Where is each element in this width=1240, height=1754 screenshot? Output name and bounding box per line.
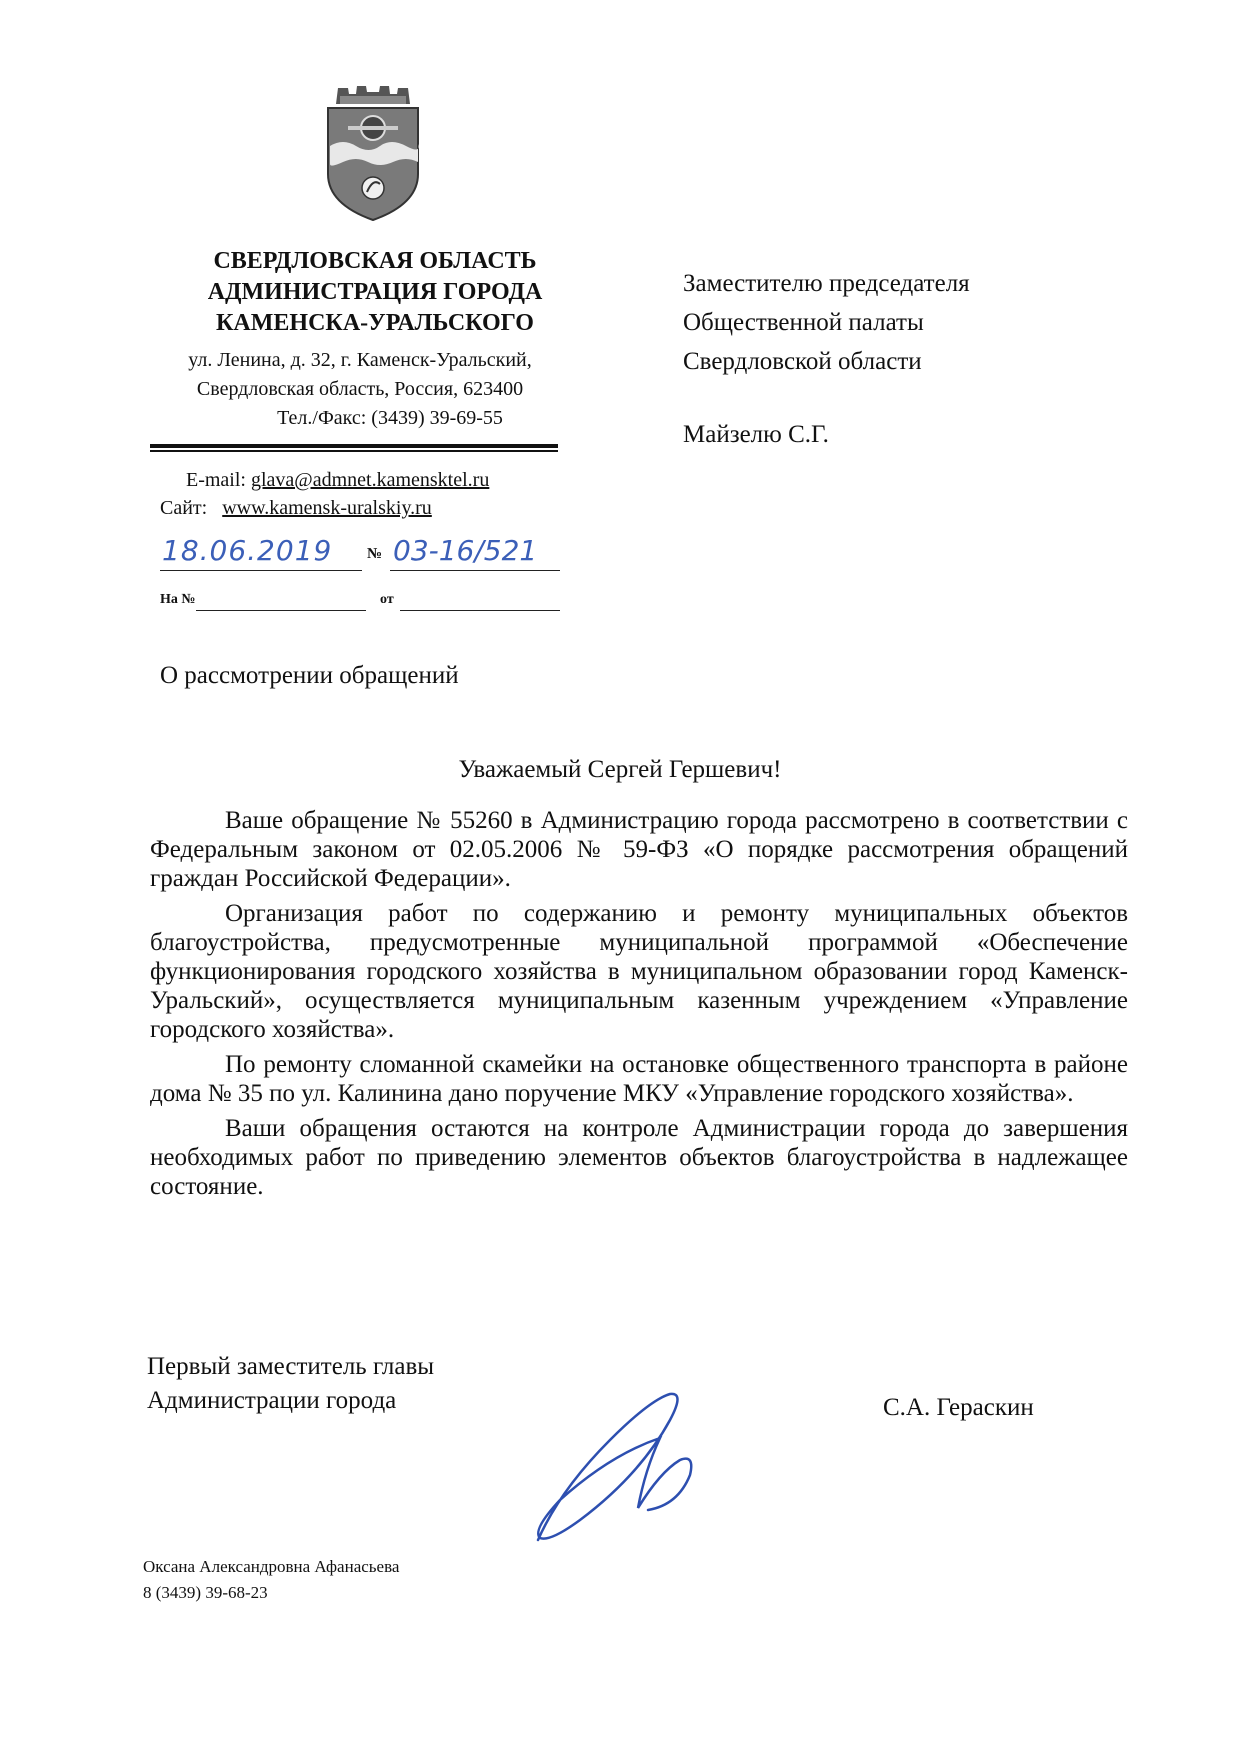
paragraph-4: Ваши обращения остаются на контроле Администрации города до завершения необходимых работ по приведению элементов объектов благоустройства в надлежащее состояние. (150, 1115, 1128, 1200)
date-underline (160, 570, 362, 571)
organization-address (150, 346, 570, 433)
org-line-3: КАМЕНСКА-УРАЛЬСКОГО (216, 310, 534, 336)
paragraph-3: По ремонту сломанной скамейки на остановке общественного транспорта в районе дома № 35 по ул. Калинина дано поручение МКУ «Управление городского хозяйства». (150, 1051, 1128, 1107)
address-line-3: Тел./Факс: (3439) 39-69-55 (277, 407, 503, 429)
reference-date-blank (400, 610, 560, 611)
city-coat-of-arms (318, 82, 428, 224)
organization-name (150, 246, 600, 339)
header-rule-thick (150, 444, 558, 448)
registration-line (160, 534, 560, 574)
addressee-line-1: Заместителю председателя (683, 270, 970, 297)
position-line-1: Первый заместитель главы (147, 1353, 435, 1380)
reference-label: На № (160, 592, 196, 607)
executor-block (143, 1554, 399, 1606)
registration-number-label: № (367, 546, 383, 562)
subject-line: О рассмотрении обращений (160, 662, 459, 689)
handwritten-signature (520, 1380, 740, 1550)
site-label: Сайт: (160, 497, 208, 519)
addressee-name: Майзелю С.Г. (683, 421, 829, 448)
number-underline (390, 570, 560, 571)
position-line-2: Администрации города (147, 1387, 397, 1414)
paragraph-1: Ваше обращение № 55260 в Администрацию города рассмотрено в соответствии с Федеральным законом от 02.05.2006 № 59-ФЗ «О порядке рассмотрения обращений граждан Российской Федерации». (150, 807, 1128, 892)
site-link[interactable]: www.kamensk-uralskiy.ru (222, 497, 432, 519)
email-link[interactable]: glava@admnet.kamensktel.ru (250, 469, 490, 491)
addressee-block (683, 264, 970, 454)
executor-phone: 8 (3439) 39-68-23 (143, 1583, 268, 1602)
email-label: E-mail: (186, 469, 246, 491)
registration-date: 18.06.2019 (162, 534, 333, 567)
org-line-1: СВЕРДЛОВСКАЯ ОБЛАСТЬ (213, 248, 537, 274)
greeting: Уважаемый Сергей Гершевич! (458, 756, 782, 783)
address-line-1: ул. Ленина, д. 32, г. Каменск-Уральский, (188, 349, 532, 371)
addressee-line-3: Свердловской области (683, 348, 922, 375)
reference-from-label: от (380, 592, 394, 607)
letter-body (150, 806, 1128, 1207)
email-line (186, 469, 489, 492)
reference-line (160, 592, 560, 616)
site-line (160, 497, 432, 520)
reference-number-blank (196, 610, 366, 611)
signatory-position (147, 1350, 434, 1418)
executor-name: Оксана Александровна Афанасьева (143, 1557, 400, 1576)
addressee-line-2: Общественной палаты (683, 309, 924, 336)
header-rule-thin (150, 450, 558, 452)
paragraph-2: Организация работ по содержанию и ремонту муниципальных объектов благоустройства, предусмотренные муниципальной программой «Обеспечение функционирования городского хозяйства в муниципальном образовании город Каменск-Уральский», осуществляется муниципальным казенным учреждением «Управление городского хозяйства». (150, 900, 1128, 1043)
address-line-2: Свердловская область, Россия, 623400 (196, 378, 524, 400)
registration-number: 03-16/521 (393, 534, 538, 567)
signatory-name: С.А. Гераскин (883, 1394, 1034, 1421)
org-line-2: АДМИНИСТРАЦИЯ ГОРОДА (207, 279, 543, 305)
